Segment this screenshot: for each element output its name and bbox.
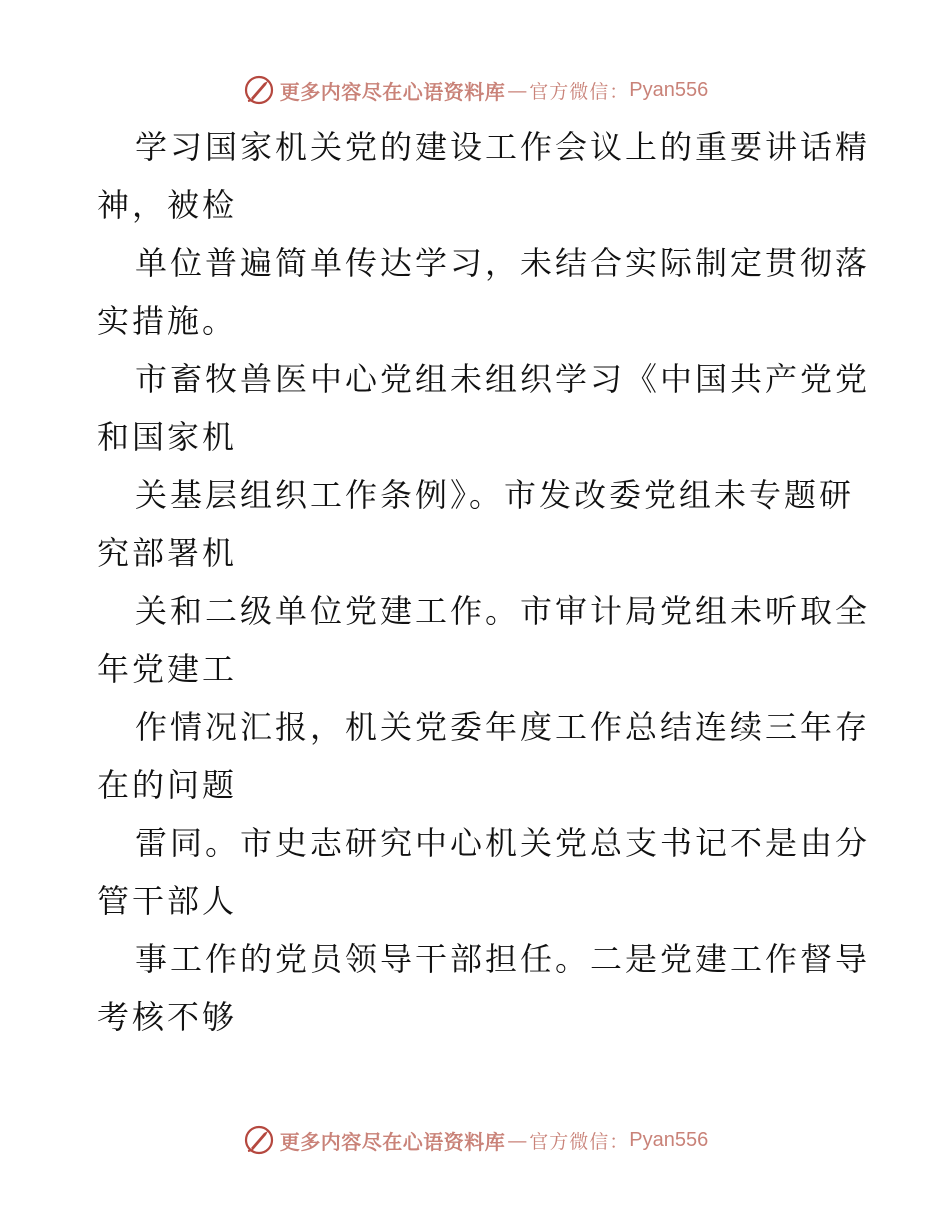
footer-banner (0, 1120, 950, 1160)
paragraph-line: 在的问题 (97, 766, 238, 804)
quill-logo-icon (242, 73, 276, 107)
paragraph-line: 作情况汇报，机关党委年度工作总结连续三年存 (135, 708, 871, 746)
banner-promo-text: 更多内容尽在心语资料库 (279, 1129, 506, 1154)
paragraph-line: 实措施。 (97, 302, 238, 340)
paragraph-line: 关基层组织工作条例》。市发改委党组未专题研 (135, 476, 855, 514)
banner-wechat-label: 官方微信： (529, 80, 630, 103)
banner-wechat-id: Pyan556 (629, 78, 709, 101)
document-body (97, 118, 871, 1046)
banner-dash: — (507, 78, 528, 102)
paragraph-line: 和国家机 (97, 418, 238, 456)
paragraph-line: 年党建工 (97, 650, 238, 688)
quill-logo-icon (242, 1123, 276, 1157)
paragraph-line: 学习国家机关党的建设工作会议上的重要讲话精 (135, 128, 871, 166)
paragraph-line: 管干部人 (97, 882, 238, 920)
paragraph-line: 神，被检 (97, 186, 238, 224)
header-banner (0, 70, 950, 110)
banner-wechat-id: Pyan556 (629, 1128, 709, 1151)
paragraph-line: 事工作的党员领导干部担任。二是党建工作督导 (135, 940, 871, 978)
paragraph-line: 市畜牧兽医中心党组未组织学习《中国共产党党 (135, 360, 871, 398)
paragraph-line: 考核不够 (97, 998, 238, 1036)
banner-dash: — (507, 1128, 528, 1152)
paragraph-line: 雷同。市史志研究中心机关党总支书记不是由分 (135, 824, 871, 862)
paragraph-line: 单位普遍简单传达学习，未结合实际制定贯彻落 (135, 244, 871, 282)
paragraph-line: 究部署机 (97, 534, 238, 572)
banner-promo-text: 更多内容尽在心语资料库 (279, 79, 506, 104)
paragraph-line: 关和二级单位党建工作。市审计局党组未听取全 (135, 592, 871, 630)
banner-wechat-label: 官方微信： (529, 1130, 630, 1153)
